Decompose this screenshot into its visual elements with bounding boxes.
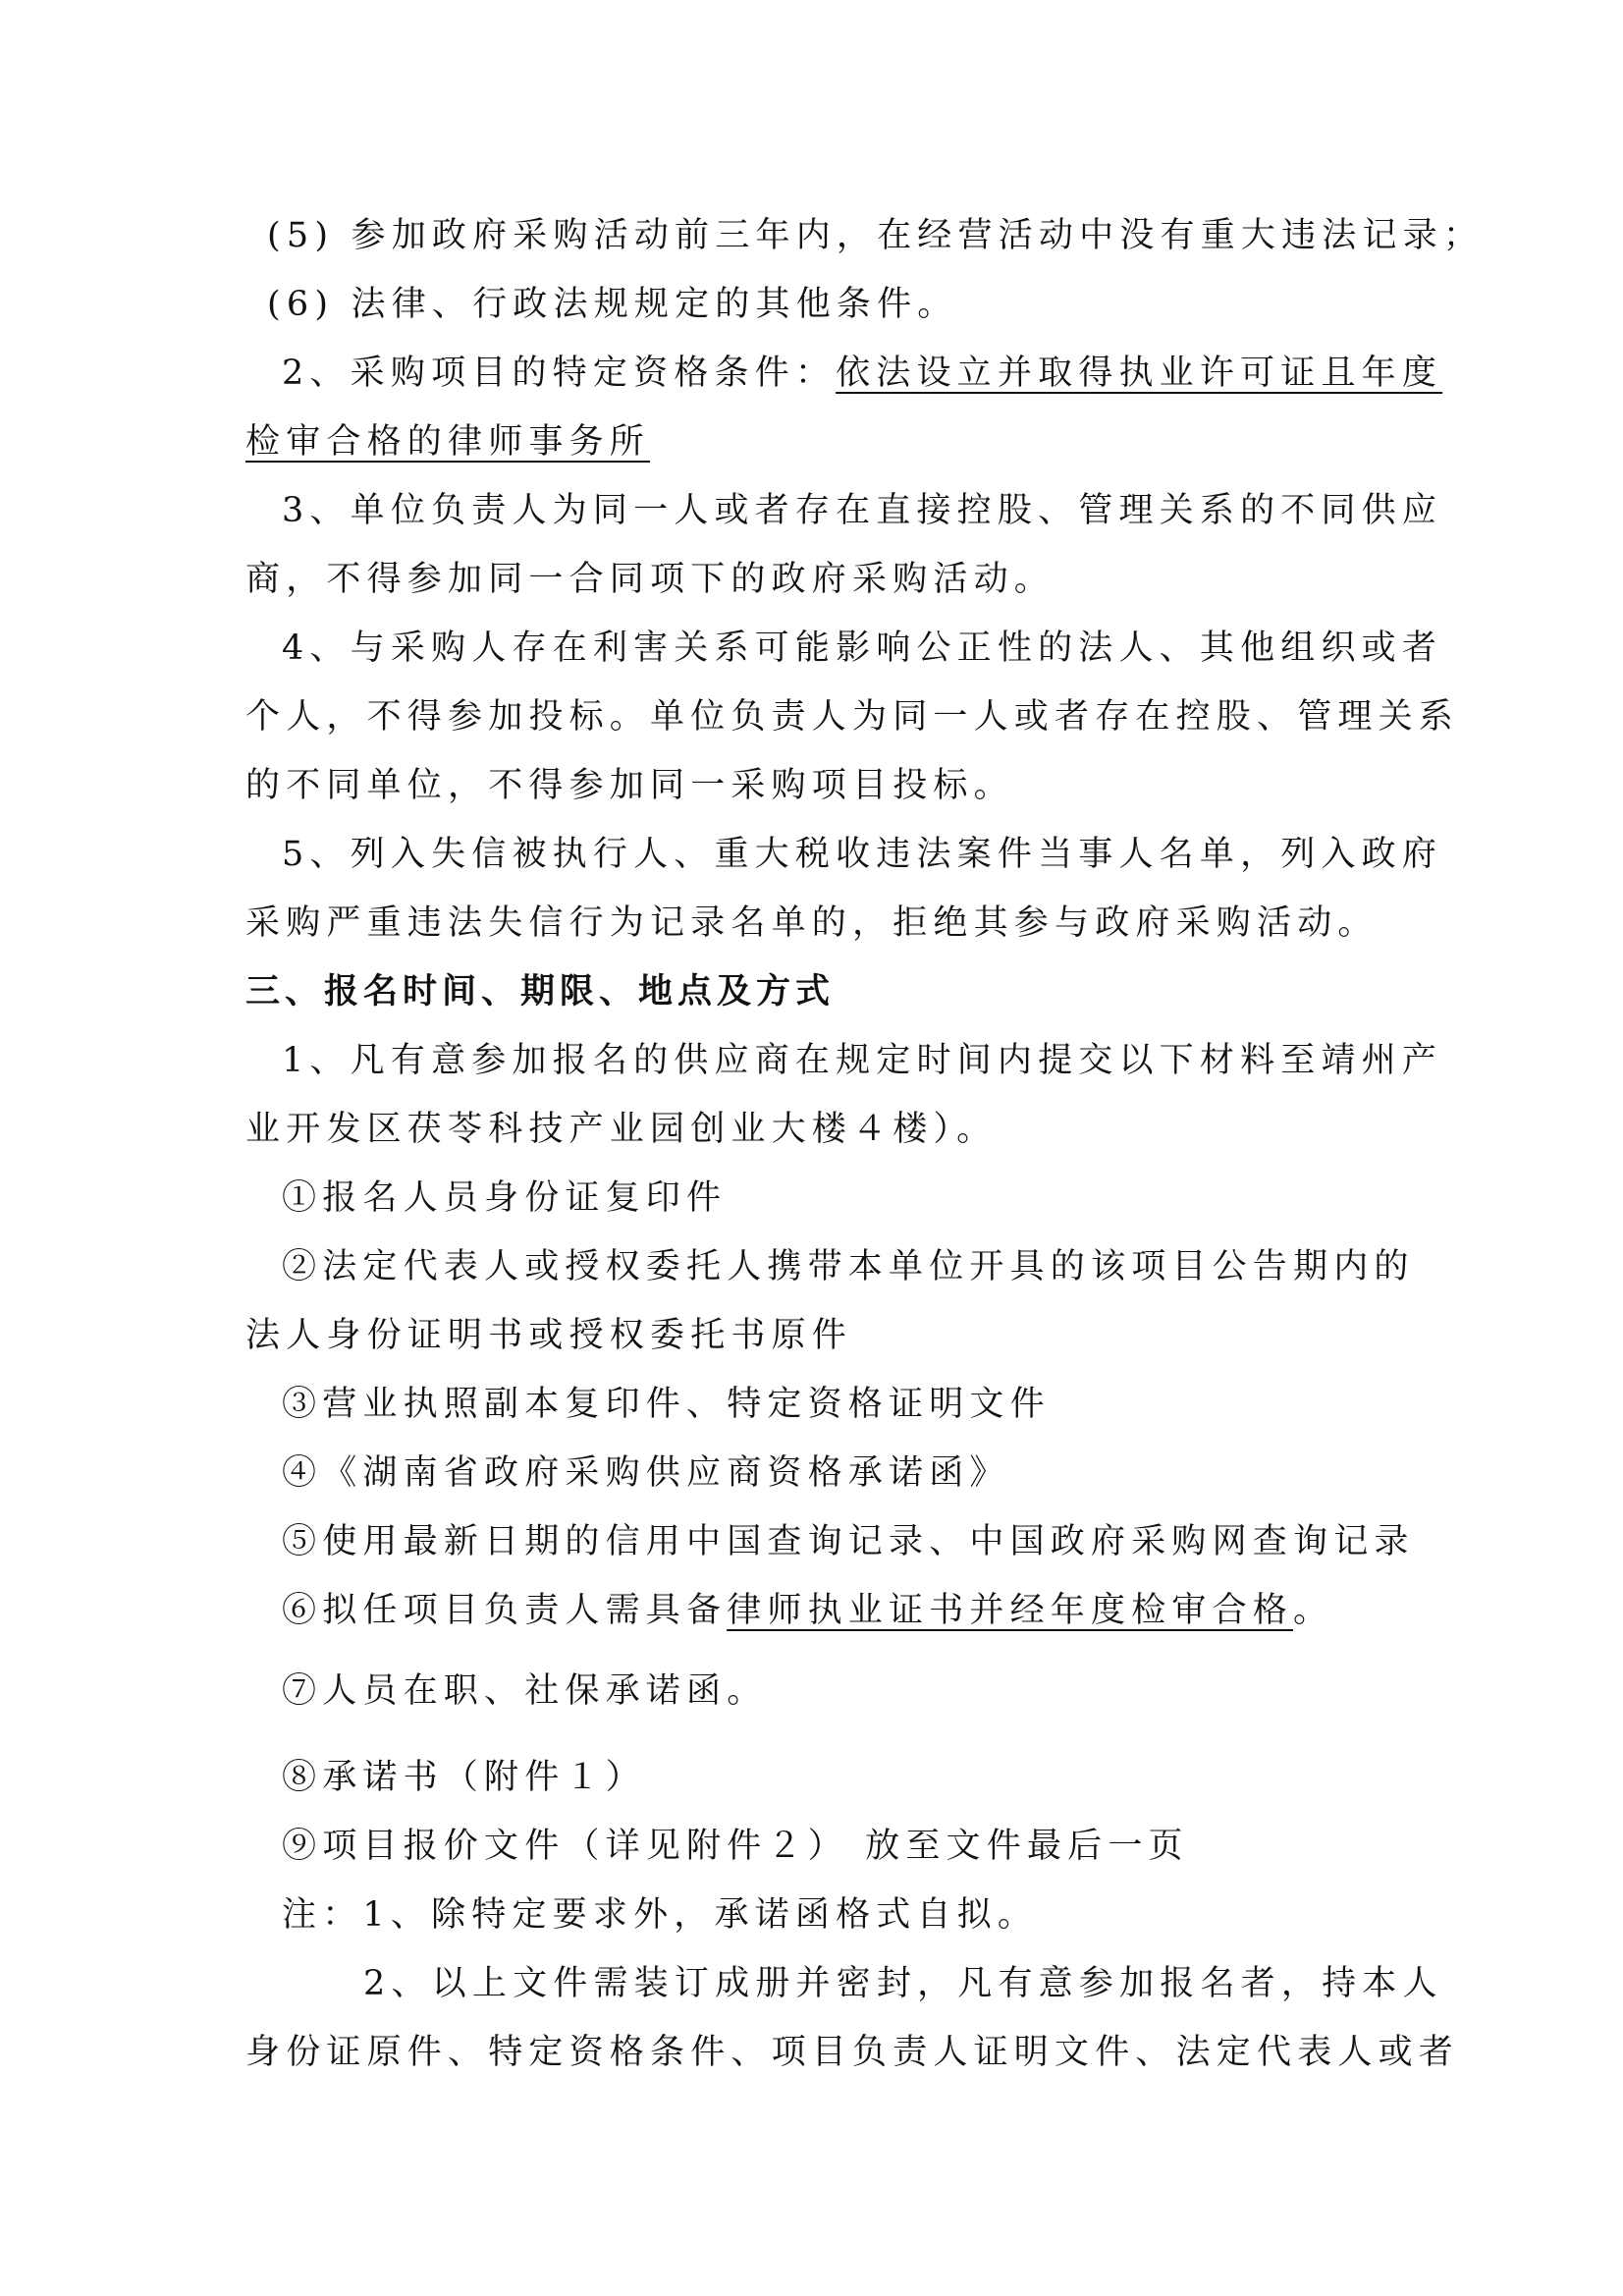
line-text: 3、单位负责人为同一人或者存在直接控股、管理关系的不同供应 (282, 491, 1443, 530)
clause-4-line-2 (245, 693, 1460, 740)
line-text: ⑧承诺书（附件１） (282, 1758, 646, 1797)
line-text: ⑦人员在职、社保承诺函。 (282, 1671, 768, 1711)
line-text: 4、与采购人存在利害关系可能影响公正性的法人、其他组织或者 (282, 629, 1443, 668)
material-item-2-line-2 (245, 1312, 1375, 1359)
qualification-item-6 (267, 281, 1396, 328)
clause-4-line-3 (245, 762, 1375, 809)
note-1 (282, 1891, 1411, 1939)
line-text: 业开发区茯苓科技产业园创业大楼４楼）。 (245, 1110, 998, 1149)
clause-3-line-1 (282, 487, 1443, 534)
line-text: 法人身份证明书或授权委托书原件 (245, 1316, 853, 1355)
clause-5-line-1 (282, 831, 1443, 878)
line-text: 的不同单位，不得参加同一采购项目投标。 (245, 766, 1014, 805)
clause-4-line-1 (282, 625, 1443, 672)
line-text: 注：1、除特定要求外，承诺函格式自拟。 (282, 1895, 1039, 1935)
material-item-8 (282, 1754, 1411, 1801)
underlined-requirement: 律师执业证书并经年度检审合格 (727, 1591, 1294, 1630)
line-text: 个人，不得参加投标。单位负责人为同一人或者存在控股、管理关系 (245, 697, 1460, 737)
material-item-6 (282, 1587, 1411, 1634)
line-text: ①报名人员身份证复印件 (282, 1178, 728, 1218)
line-text: (6) 法律、行政法规规定的其他条件。 (267, 285, 958, 324)
line-text: 采购严重违法失信行为记录名单的，拒绝其参与政府采购活动。 (245, 903, 1379, 943)
material-item-7 (282, 1667, 1411, 1715)
line-text: (5) 参加政府采购活动前三年内，在经营活动中没有重大违法记录； (267, 216, 1485, 255)
note-2-line-1 (363, 1960, 1492, 2007)
line-text: 2、采购项目的特定资格条件： (282, 354, 837, 393)
heading-text: 三、报名时间、期限、地点及方式 (245, 971, 836, 1011)
material-item-3 (282, 1381, 1411, 1428)
registration-clause-1-line-2 (245, 1106, 1375, 1153)
line-text: 5、列入失信被执行人、重大税收违法案件当事人名单，列入政府 (282, 835, 1443, 874)
material-item-4 (282, 1449, 1411, 1497)
line-text: ②法定代表人或授权委托人携带本单位开具的该项目公告期内的 (282, 1247, 1415, 1286)
line-text: 2、以上文件需装订成册并密封，凡有意参加报名者，持本人 (363, 1964, 1443, 2003)
line-text: 商，不得参加同一合同项下的政府采购活动。 (245, 560, 1055, 599)
clause-3-line-2 (245, 556, 1375, 603)
section-heading-registration (245, 968, 1375, 1015)
line-text: ③营业执照副本复印件、特定资格证明文件 (282, 1385, 1051, 1424)
line-text: 身份证原件、特定资格条件、项目负责人证明文件、法定代表人或者 (245, 2033, 1460, 2072)
line-text: ⑥拟任项目负责人需具备 (282, 1591, 728, 1630)
material-item-5 (282, 1518, 1415, 1565)
underlined-requirement: 检审合格的律师事务所 (245, 422, 651, 462)
specific-qualification-clause (282, 350, 1443, 397)
line-text: ⑨项目报价文件（详见附件２） 放至文件最后一页 (282, 1827, 1189, 1866)
clause-5-line-2 (245, 900, 1379, 947)
underlined-requirement: 依法设立并取得执业许可证且年度 (836, 354, 1443, 393)
registration-clause-1-line-1 (282, 1037, 1443, 1084)
material-item-1 (282, 1175, 1411, 1222)
specific-qualification-continued (245, 418, 1375, 465)
material-item-9 (282, 1823, 1411, 1870)
line-text: 1、凡有意参加报名的供应商在规定时间内提交以下材料至靖州产 (282, 1041, 1443, 1080)
line-text: ④《湖南省政府采购供应商资格承诺函》 (282, 1453, 1010, 1493)
note-2-line-2 (245, 2029, 1460, 2076)
qualification-item-5 (267, 212, 1485, 259)
line-text: ⑤使用最新日期的信用中国查询记录、中国政府采购网查询记录 (282, 1522, 1415, 1561)
line-tail: 。 (1293, 1591, 1334, 1630)
material-item-2-line-1 (282, 1243, 1415, 1290)
